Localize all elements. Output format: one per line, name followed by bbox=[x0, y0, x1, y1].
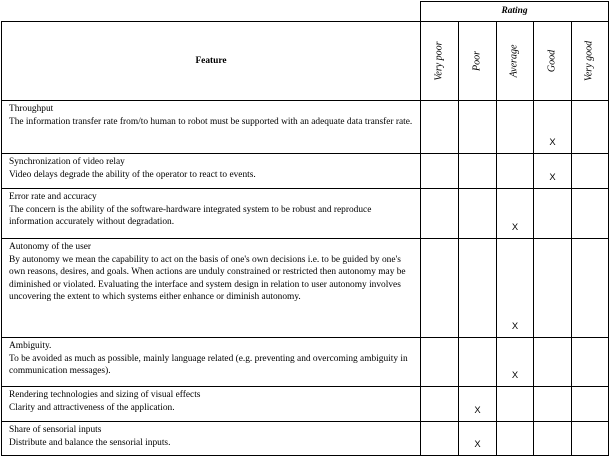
feature-description: The information transfer rate from/to human to robot must be supported with an adequate data transfer rate. bbox=[9, 116, 413, 127]
level-label: Poor bbox=[471, 51, 483, 71]
table-row bbox=[2, 239, 609, 338]
rating-mark-average: X bbox=[497, 338, 534, 387]
feature-cell bbox=[2, 154, 421, 189]
rating-mark-very-good bbox=[572, 189, 609, 239]
feature-description: By autonomy we mean the capability to act on the basis of one's own decisions i.e. to be guided by one's own reasons, desires, and goals. When actions are unduly constrained or restricted then autonomy may be diminished or violated. Evaluating the interface and system design in relation to user autonomy involves uncovering the extent to which systems either enhance or diminish autonomy. bbox=[9, 254, 406, 303]
level-header-very-good bbox=[572, 22, 609, 101]
table-row bbox=[2, 338, 609, 387]
rating-mark-poor bbox=[459, 101, 497, 154]
table-row bbox=[2, 101, 609, 154]
feature-description: Clarity and attractiveness of the application. bbox=[9, 402, 175, 413]
feature-title: Share of sensorial inputs bbox=[9, 425, 102, 435]
table-row bbox=[2, 154, 609, 189]
feature-cell bbox=[2, 239, 421, 338]
rating-mark-good: X bbox=[534, 101, 572, 154]
feature-cell bbox=[2, 338, 421, 387]
level-header-average bbox=[497, 22, 534, 101]
feature-rating-table bbox=[1, 1, 609, 456]
feature-header: Feature bbox=[2, 22, 421, 101]
rating-mark-very-good bbox=[572, 338, 609, 387]
rating-mark-good: X bbox=[534, 154, 572, 189]
rating-mark-good bbox=[534, 239, 572, 338]
feature-cell bbox=[2, 189, 421, 239]
level-header-very-poor bbox=[421, 22, 459, 101]
level-label: Very poor bbox=[433, 41, 445, 81]
level-header-good bbox=[534, 22, 572, 101]
table-row bbox=[2, 387, 609, 422]
rating-mark-very-good bbox=[572, 422, 609, 456]
table-row bbox=[2, 422, 609, 456]
level-label: Very good bbox=[583, 40, 595, 82]
feature-title: Synchronization of video relay bbox=[9, 157, 125, 167]
level-label: Average bbox=[508, 44, 520, 78]
rating-header: Rating bbox=[421, 2, 609, 22]
feature-description: The concern is the ability of the software-hardware integrated system to be robust and reproduce information accurately without degradation. bbox=[9, 204, 372, 228]
feature-cell bbox=[2, 387, 421, 422]
rating-mark-average: X bbox=[497, 239, 534, 338]
rating-mark-average: X bbox=[497, 189, 534, 239]
rating-mark-very-poor bbox=[421, 154, 459, 189]
rating-mark-very-good bbox=[572, 239, 609, 338]
level-header-poor bbox=[459, 22, 497, 101]
feature-title: Error rate and accuracy bbox=[9, 192, 97, 202]
feature-description: Video delays degrade the ability of the operator to react to events. bbox=[9, 169, 256, 180]
rating-mark-good bbox=[534, 338, 572, 387]
feature-description: Distribute and balance the sensorial inputs. bbox=[9, 437, 171, 448]
level-label: Good bbox=[546, 49, 558, 73]
rating-mark-very-poor bbox=[421, 239, 459, 338]
feature-cell bbox=[2, 422, 421, 456]
rating-mark-very-good bbox=[572, 101, 609, 154]
rating-mark-very-good bbox=[572, 154, 609, 189]
rating-mark-very-poor bbox=[421, 387, 459, 422]
feature-title: Ambiguity. bbox=[9, 341, 52, 351]
rating-mark-average bbox=[497, 422, 534, 456]
rating-mark-good bbox=[534, 387, 572, 422]
rating-mark-good bbox=[534, 189, 572, 239]
empty-corner-cell bbox=[2, 2, 421, 22]
rating-mark-very-poor bbox=[421, 422, 459, 456]
rating-mark-poor: X bbox=[459, 422, 497, 456]
rating-mark-very-poor bbox=[421, 189, 459, 239]
feature-title: Autonomy of the user bbox=[9, 242, 92, 252]
rating-mark-poor: X bbox=[459, 387, 497, 422]
rating-mark-very-poor bbox=[421, 338, 459, 387]
rating-mark-very-poor bbox=[421, 101, 459, 154]
rating-mark-average bbox=[497, 101, 534, 154]
rating-mark-poor bbox=[459, 239, 497, 338]
rating-mark-poor bbox=[459, 154, 497, 189]
rating-mark-good bbox=[534, 422, 572, 456]
feature-title: Rendering technologies and sizing of visual effects bbox=[9, 390, 201, 400]
feature-cell bbox=[2, 101, 421, 154]
feature-description: To be avoided as much as possible, mainly language related (e.g. preventing and overcoming ambiguity in communication messages). bbox=[9, 353, 408, 377]
rating-mark-poor bbox=[459, 338, 497, 387]
rating-mark-average bbox=[497, 154, 534, 189]
feature-title: Throughput bbox=[9, 104, 54, 114]
rating-mark-poor bbox=[459, 189, 497, 239]
rating-mark-average bbox=[497, 387, 534, 422]
rating-mark-very-good bbox=[572, 387, 609, 422]
table-row bbox=[2, 189, 609, 239]
